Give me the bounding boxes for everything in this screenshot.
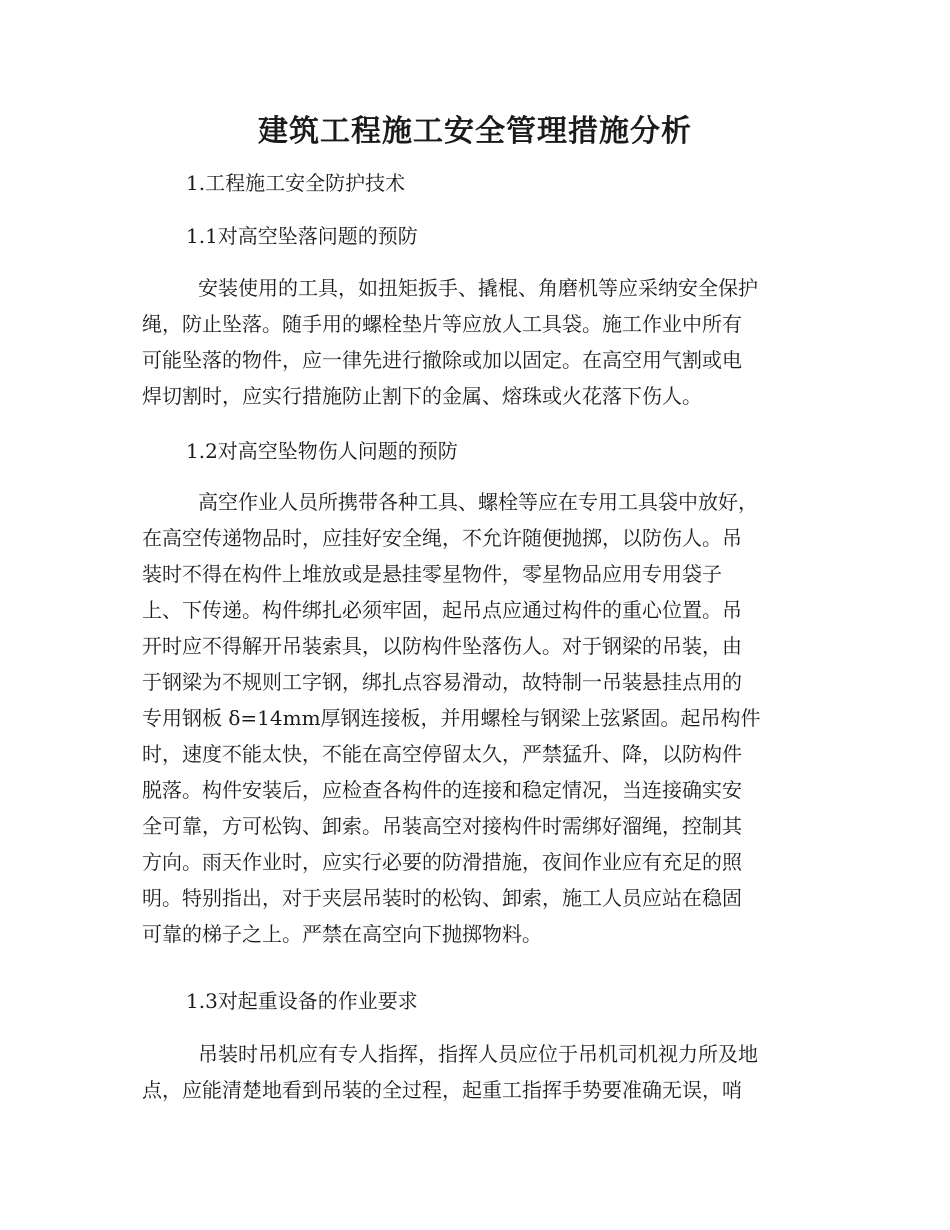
paragraph-crane-requirements [142,1036,810,1108]
section-heading-1-1: 1.1对高空坠落问题的预防 [186,224,418,248]
text-line: 安装使用的工具，如扭矩扳手、撬棍、角磨机等应采纳安全保护 [198,276,758,300]
paragraph-fall-prevention [142,270,810,414]
document-title: 建筑工程施工安全管理措施分析 [258,114,692,149]
text-line: 上、下传递。构件绑扎必须牢固，起吊点应通过构件的重心位置。吊 [142,598,742,622]
text-line: 明。特别指出，对于夹层吊装时的松钩、卸索，施工人员应站在稳固 [142,886,742,910]
text-line: 高空作业人员所携带各种工具、螺栓等应在专用工具袋中放好， [198,490,758,514]
text-line: 可能坠落的物件，应一律先进行撤除或加以固定。在高空用气割或电 [142,348,742,372]
text-line: 脱落。构件安装后，应检查各构件的连接和稳定情况，当连接确实安 [142,778,742,802]
text-line: 时，速度不能太快，不能在高空停留太久，严禁猛升、降，以防构件 [142,742,742,766]
text-line: 焊切割时，应实行措施防止割下的金属、熔珠或火花落下伤人。 [142,384,702,408]
text-line: 装时不得在构件上堆放或是悬挂零星物件，零星物品应用专用袋子 [142,562,722,586]
text-line: 可靠的梯子之上。严禁在高空向下抛掷物料。 [142,922,542,946]
text-line: 专用钢板 δ=14mm厚钢连接板，并用螺栓与钢梁上弦紧固。起吊构件 [142,706,761,730]
text-line: 全可靠，方可松钩、卸索。吊装高空对接构件时需绑好溜绳，控制其 [142,814,742,838]
text-line: 于钢梁为不规则工字钢，绑扎点容易滑动，故特制一吊装悬挂点用的 [142,670,742,694]
text-line: 绳，防止坠落。随手用的螺栓垫片等应放人工具袋。施工作业中所有 [142,312,742,336]
section-heading-1-3: 1.3对起重设备的作业要求 [186,989,418,1013]
section-heading-1: 1.工程施工安全防护技术 [186,171,406,195]
paragraph-falling-object-prevention [142,484,810,952]
text-line: 吊装时吊机应有专人指挥，指挥人员应位于吊机司机视力所及地 [198,1042,758,1066]
text-line: 在高空传递物品时，应挂好安全绳，不允许随便抛掷，以防伤人。吊 [142,526,742,550]
text-line: 点，应能清楚地看到吊装的全过程，起重工指挥手势要准确无误，哨 [142,1078,742,1102]
text-line: 方向。雨天作业时，应实行必要的防滑措施，夜间作业应有充足的照 [142,850,742,874]
section-heading-1-2: 1.2对高空坠物伤人问题的预防 [186,439,458,463]
text-line: 开时应不得解开吊装索具，以防构件坠落伤人。对于钢梁的吊装，由 [142,634,742,658]
